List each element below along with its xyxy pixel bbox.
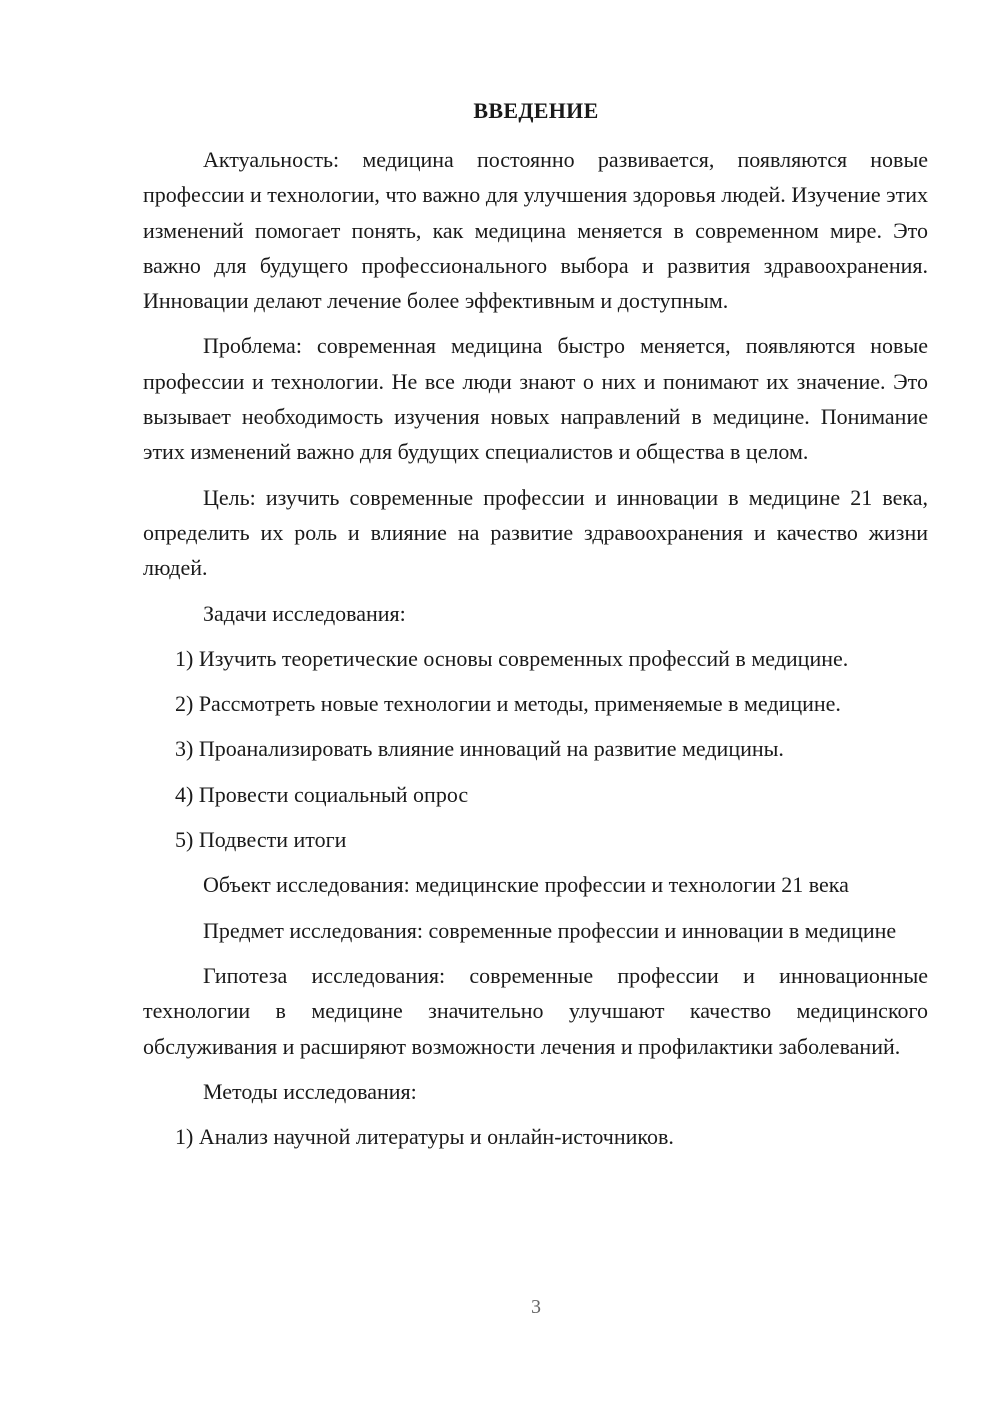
task-item: 2) Рассмотреть новые технологии и методы, применяемые в медицине. <box>175 691 841 717</box>
task-item: 1) Изучить теоретические основы современных профессий в медицине. <box>175 645 849 671</box>
paragraph-relevance: Актуальность: медицина постоянно развивается, появляются новые профессии и технологии, что важно для улучшения здоровья людей. Изучение этих изменений помогает понять, как медицина меняется в современном мире. Это важно для будущего профессионального выбора и развития здравоохранения. Инновации делают лечение более эффективным и доступным. <box>143 147 928 314</box>
task-item: 4) Провести социальный опрос <box>175 781 469 807</box>
page-number: 3 <box>531 1296 541 1318</box>
tasks-heading: Задачи исследования: <box>203 600 406 626</box>
paragraph-object: Объект исследования: медицинские профессии и технологии 21 века <box>203 872 849 898</box>
paragraph-hypothesis: Гипотеза исследования: современные профессии и инновационные технологии в медицине значительно улучшают качество медицинского обслуживания и расширяют возможности лечения и профилактики заболеваний. <box>143 962 928 1059</box>
paragraph-problem: Проблема: современная медицина быстро меняется, появляются новые профессии и технологии. Не все люди знают о них и понимают их значение. Это вызывает необходимость изучения новых направлений в медицине. Понимание этих изменений важно для будущих специалистов и общества в целом. <box>143 333 928 465</box>
paragraph-subject: Предмет исследования: современные профессии и инновации в медицине <box>203 917 897 943</box>
task-item: 5) Подвести итоги <box>175 827 347 853</box>
page-title: ВВЕДЕНИЕ <box>473 98 599 123</box>
task-item: 3) Проанализировать влияние инноваций на развитие медицины. <box>175 736 784 762</box>
document-body <box>143 142 928 1164</box>
paragraph-goal: Цель: изучить современные профессии и инновации в медицине 21 века, определить их роль и влияние на развитие здравоохранения и качество жизни людей. <box>143 484 928 581</box>
methods-heading: Методы исследования: <box>203 1078 417 1104</box>
method-item: 1) Анализ научной литературы и онлайн-источников. <box>175 1124 674 1150</box>
